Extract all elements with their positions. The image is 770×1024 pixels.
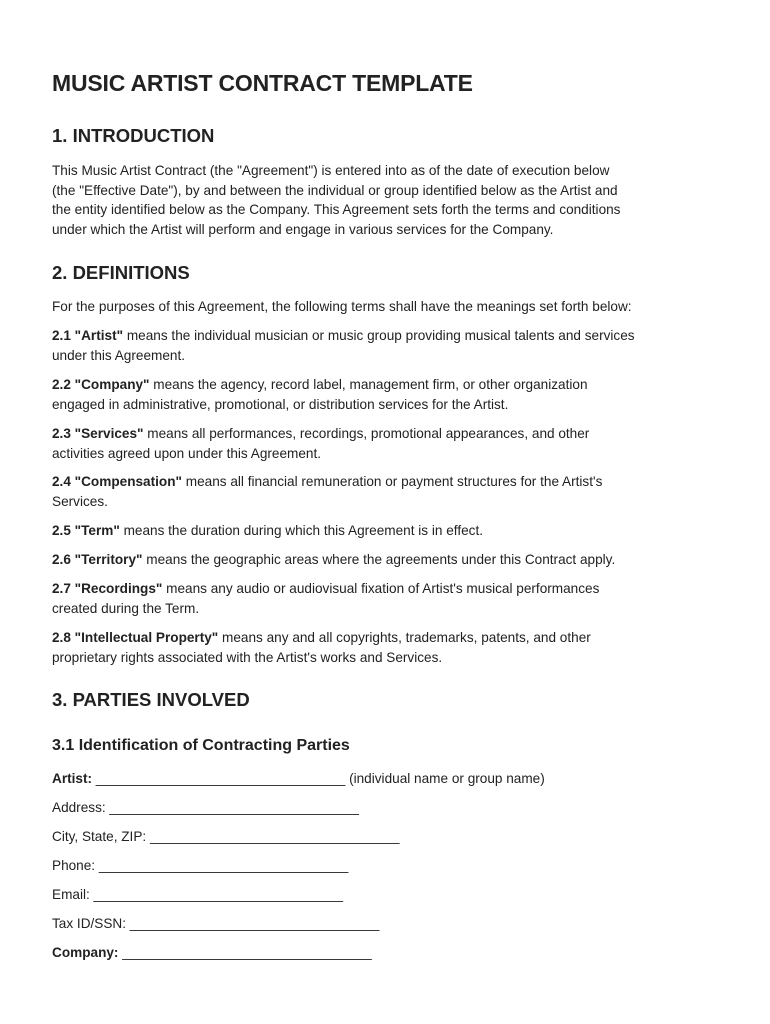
definition-term: 2.4 "Compensation" [52, 474, 182, 489]
definition-term: 2.7 "Recordings" [52, 581, 163, 596]
definition-services [52, 424, 732, 463]
company-label: Company: [52, 945, 119, 960]
definition-compensation [52, 472, 732, 511]
subsection-heading-identification: 3.1 Identification of Contracting Parties [52, 737, 350, 754]
definition-company [52, 375, 732, 414]
definition-text: means all financial remuneration or payment structures for the Artist's [181, 474, 603, 489]
artist-blank[interactable]: _________________________________ (individual name or group name) [92, 771, 545, 786]
email-field[interactable]: Email: _________________________________ [52, 887, 344, 902]
definitions-lead: For the purposes of this Agreement, the following terms shall have the meanings set forth below: [52, 299, 632, 314]
definition-term: 2.2 "Company" [52, 377, 150, 392]
definition-text: engaged in administrative, promotional, or distribution services for the Artist. [52, 396, 509, 412]
intro-line: the entity identified below as the Company. This Agreement sets forth the terms and conditions [52, 202, 621, 218]
definition-text: means the duration during which this Agreement is in effect. [119, 523, 484, 538]
address-field[interactable]: Address: _________________________________ [52, 800, 359, 815]
definition-text: means all performances, recordings, promotional appearances, and other [143, 426, 590, 441]
definition-text: means the agency, record label, management firm, or other organization [149, 377, 588, 392]
artist-label: Artist: [52, 771, 93, 786]
definition-term: 2.6 "Territory" [52, 552, 143, 567]
intro-line: under which the Artist will perform and engage in various services for the Company. [52, 221, 554, 237]
section-heading-introduction: 1. INTRODUCTION [52, 125, 215, 146]
city-state-zip-field[interactable]: City, State, ZIP: _________________________________ [52, 829, 400, 844]
company-blank[interactable]: _________________________________ [118, 945, 372, 960]
intro-line: This Music Artist Contract (the "Agreement") is entered into as of the date of execution below [52, 163, 610, 178]
definition-territory [52, 550, 732, 570]
definition-text: created during the Term. [52, 600, 200, 616]
definition-recordings [52, 579, 732, 618]
definition-text: means any and all copyrights, trademarks, patents, and other [218, 630, 591, 645]
definition-term: 2.1 "Artist" [52, 328, 124, 343]
definition-text: means any audio or audiovisual fixation of Artist's musical performances [162, 581, 600, 596]
artist-field[interactable] [52, 769, 545, 788]
intro-line: (the "Effective Date"), by and between the individual or group identified below as the Artist and [52, 182, 618, 198]
phone-field[interactable]: Phone: _________________________________ [52, 858, 349, 873]
intro-paragraph [52, 161, 732, 239]
definition-text: means the individual musician or music group providing musical talents and services [123, 328, 635, 343]
definition-term: 2.8 "Intellectual Property" [52, 630, 219, 645]
section-heading-parties: 3. PARTIES INVOLVED [52, 689, 250, 710]
tax-id-field[interactable]: Tax ID/SSN: _________________________________ [52, 916, 380, 931]
definition-term: 2.3 "Services" [52, 426, 144, 441]
section-heading-definitions: 2. DEFINITIONS [52, 262, 190, 283]
company-field[interactable] [52, 943, 372, 962]
definition-term-duration [52, 521, 732, 541]
definition-text: under this Agreement. [52, 347, 185, 363]
definition-artist [52, 326, 732, 365]
definition-text: proprietary rights associated with the Artist's works and Services. [52, 649, 443, 665]
definition-term: 2.5 "Term" [52, 523, 120, 538]
document-title: MUSIC ARTIST CONTRACT TEMPLATE [52, 70, 473, 96]
definition-text: Services. [52, 493, 108, 509]
definition-intellectual-property [52, 628, 732, 667]
definition-text: means the geographic areas where the agreements under this Contract apply. [142, 552, 616, 567]
definition-text: activities agreed upon under this Agreement. [52, 445, 322, 461]
